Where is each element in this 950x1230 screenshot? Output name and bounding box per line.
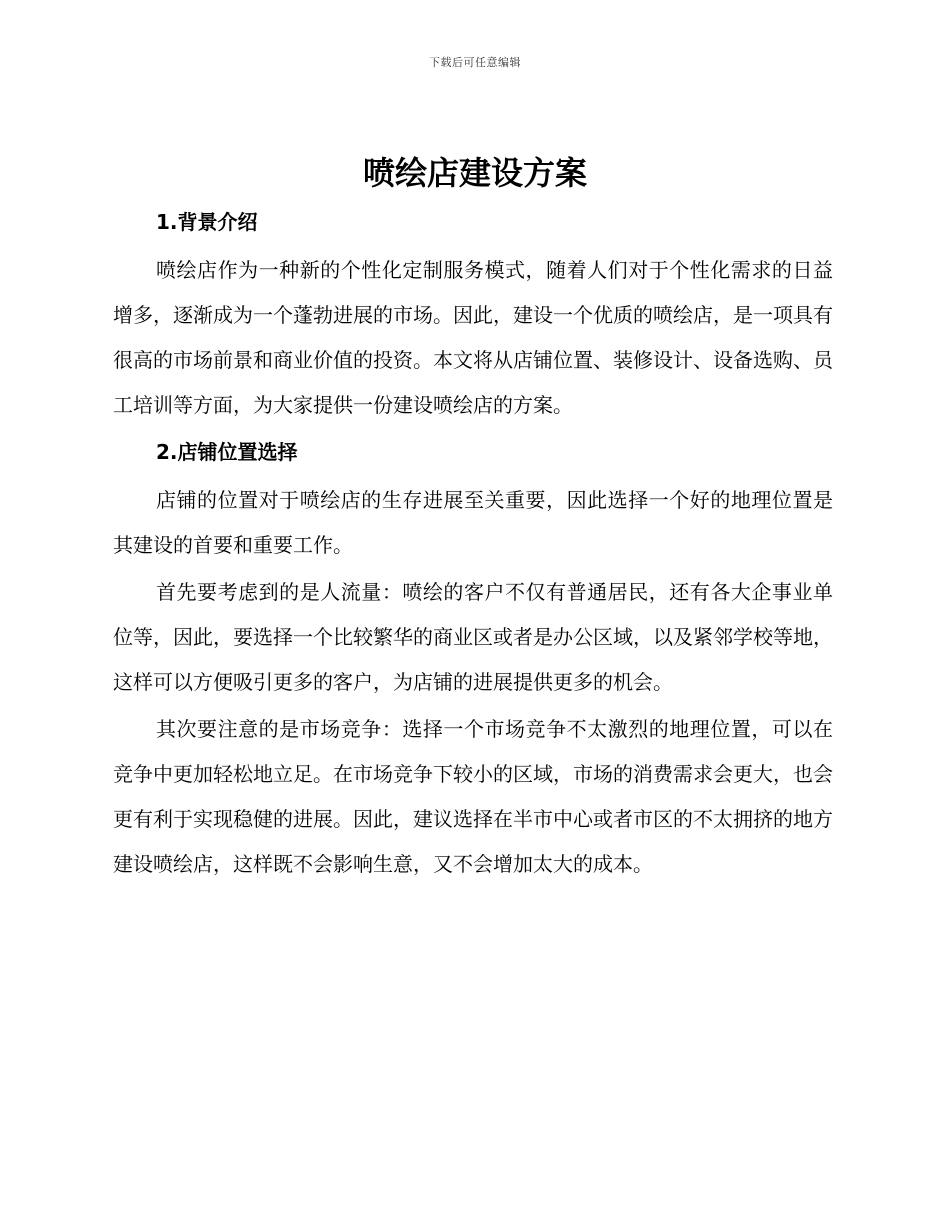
paragraph: 首先要考虑到的是人流量：喷绘的客户不仅有普通居民，还有各大企事业单位等，因此，要选择一个比较繁华的商业区或者是办公区域，以及紧邻学校等地，这样可以方便吸引更多的客户，为店铺的进展提供更多的机会。 (113, 580, 833, 694)
document-title: 喷绘店建设方案 (362, 154, 587, 192)
paragraph: 喷绘店作为一种新的个性化定制服务模式，随着人们对于个性化需求的日益增多，逐渐成为一个蓬勃进展的市场。因此，建设一个优质的喷绘店，是一项具有很高的市场前景和商业价值的投资。本文将从店铺位置、装修设计、设备选购、员工培训等方面，为大家提供一份建设喷绘店的方案。 (113, 258, 833, 417)
section-heading: 1.背景介绍 (156, 210, 258, 234)
paragraph: 店铺的位置对于喷绘店的生存进展至关重要，因此选择一个好的地理位置是其建设的首要和重要工作。 (113, 488, 833, 557)
section-heading: 2.店铺位置选择 (156, 440, 298, 464)
document-body (113, 200, 833, 889)
section-background (113, 200, 833, 428)
section-store-location (113, 430, 833, 887)
paragraph: 其次要注意的是市场竞争：选择一个市场竞争不太激烈的地理位置，可以在竞争中更加轻松地立足。在市场竞争下较小的区域，市场的消费需求会更大，也会更有利于实现稳健的进展。因此，建议选择在半市中心或者市区的不太拥挤的地方建设喷绘店，这样既不会影响生意，又不会增加太大的成本。 (113, 717, 833, 876)
header-note: 下载后可任意编辑 (429, 56, 521, 69)
